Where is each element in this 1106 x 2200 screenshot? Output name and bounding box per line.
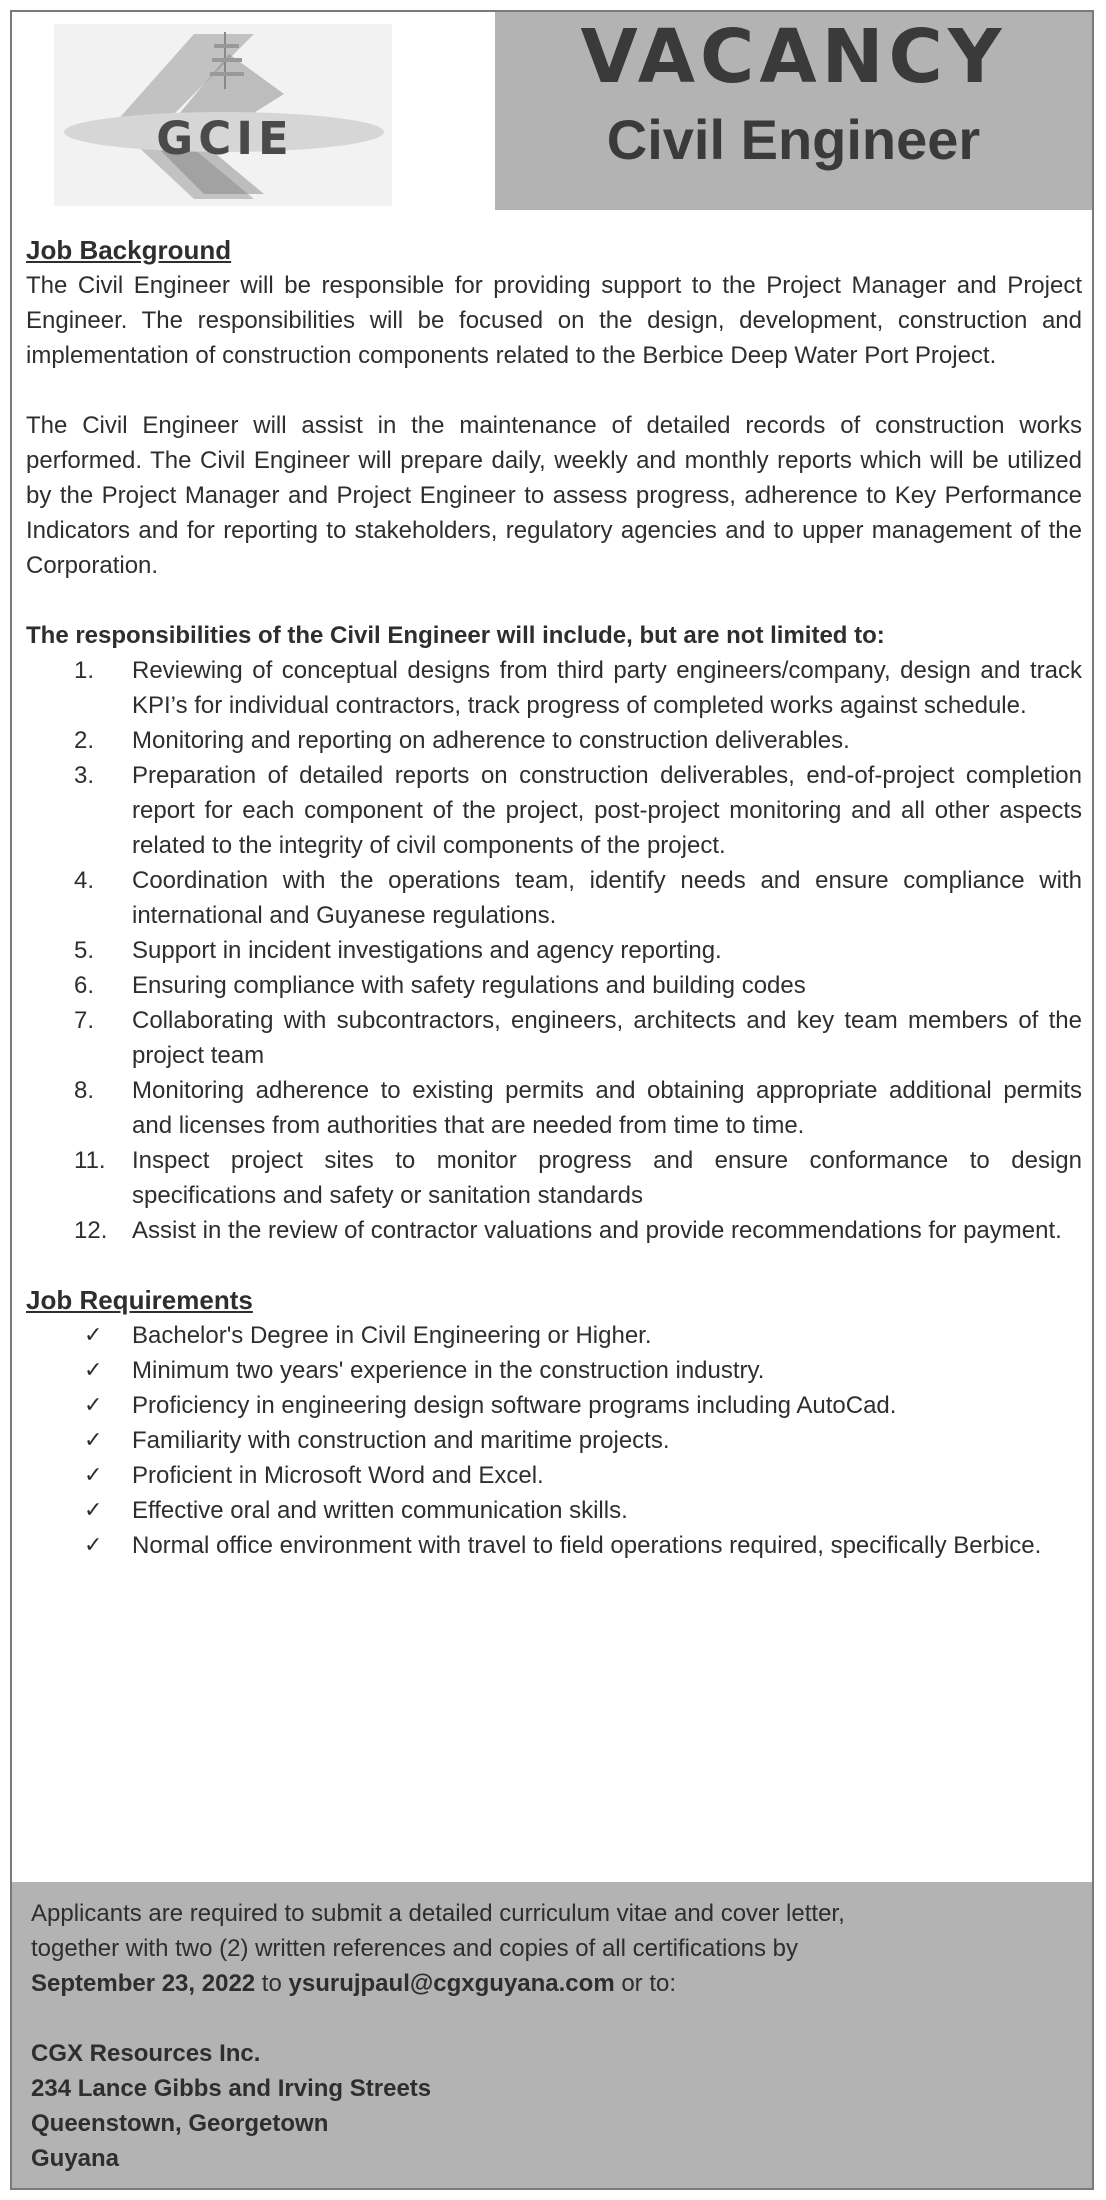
list-text: Normal office environment with travel to field operations required, specifically Berbice. xyxy=(132,1532,1042,1559)
list-item xyxy=(26,1353,1082,1388)
checkmark-icon: ✓ xyxy=(84,1323,103,1348)
list-text: Assist in the review of contractor valuations and provide recommendations for payment. xyxy=(132,1217,1062,1244)
list-number: 7. xyxy=(74,1007,95,1034)
list-item xyxy=(26,1318,1082,1353)
vacancy-notice xyxy=(10,10,1094,2190)
list-item xyxy=(26,863,1082,933)
list-text: Minimum two years' experience in the construction industry. xyxy=(132,1357,765,1384)
requirements-list xyxy=(26,1318,1082,1563)
footer-instructions-line-2: together with two (2) written references and copies of all certifications by xyxy=(31,1935,799,1962)
title-banner xyxy=(495,12,1092,210)
list-item xyxy=(26,933,1082,968)
job-background-paragraph-2: The Civil Engineer will assist in the maintenance of detailed records of construction works performed. The Civil Engineer will prepare daily, weekly and monthly reports which will be utilized by the Project Manager and Project Engineer to assess progress, adherence to Key Performance Indicators and for reporting to stakeholders, regulatory agencies and to upper management of the Corporation. xyxy=(26,412,1082,579)
list-text: Proficiency in engineering design software programs including AutoCad. xyxy=(132,1392,897,1419)
list-text: Preparation of detailed reports on construction deliverables, end-of-project completion report for each component of the project, post-project monitoring and all other aspects related to the integrity of civil components of the project. xyxy=(132,762,1082,859)
list-item xyxy=(26,1073,1082,1143)
list-item xyxy=(26,968,1082,1003)
list-text: Proficient in Microsoft Word and Excel. xyxy=(132,1462,544,1489)
address-street: 234 Lance Gibbs and Irving Streets xyxy=(31,2075,432,2102)
list-number: 8. xyxy=(74,1077,95,1104)
page-subtitle: Civil Engineer xyxy=(606,108,981,171)
list-number: 2. xyxy=(74,727,95,754)
footer-instructions-line-1: Applicants are required to submit a detailed curriculum vitae and cover letter, xyxy=(31,1900,845,1927)
list-item xyxy=(26,1493,1082,1528)
address-city: Queenstown, Georgetown xyxy=(31,2110,329,2137)
job-requirements-heading: Job Requirements xyxy=(26,1285,253,1315)
list-item xyxy=(26,723,1082,758)
checkmark-icon: ✓ xyxy=(84,1428,103,1453)
checkmark-icon: ✓ xyxy=(84,1463,103,1488)
list-text: Reviewing of conceptual designs from third party engineers/company, design and track KPI’s for individual contractors, track progress of completed works against schedule. xyxy=(132,657,1082,719)
or-to-text: or to: xyxy=(614,1970,677,1997)
page-title: VACANCY xyxy=(580,14,1007,100)
list-number: 1. xyxy=(74,657,95,684)
list-number: 5. xyxy=(74,937,95,964)
list-number: 3. xyxy=(74,762,95,789)
list-text: Coordination with the operations team, identify needs and ensure compliance with international and Guyanese regulations. xyxy=(132,867,1082,929)
logo-text: GCIE xyxy=(156,112,294,165)
list-item xyxy=(26,1528,1082,1563)
list-text: Inspect project sites to monitor progress and ensure conformance to design specifications and safety or sanitation standards xyxy=(132,1147,1082,1209)
main-content xyxy=(26,233,1082,1563)
address-country: Guyana xyxy=(31,2145,120,2172)
company-logo xyxy=(54,24,392,206)
responsibilities-heading: The responsibilities of the Civil Engineer will include, but are not limited to: xyxy=(26,622,885,649)
deadline-date: September 23, 2022 xyxy=(31,1970,256,1997)
checkmark-icon: ✓ xyxy=(84,1533,103,1558)
list-item xyxy=(26,1213,1082,1248)
list-text: Monitoring adherence to existing permits and obtaining appropriate additional permits and licenses from authorities that are needed from time to time. xyxy=(132,1077,1082,1139)
list-number: 6. xyxy=(74,972,95,999)
application-footer xyxy=(12,1882,1092,2188)
list-item xyxy=(26,1388,1082,1423)
job-background-paragraph-1: The Civil Engineer will be responsible for providing support to the Project Manager and Project Engineer. The responsibilities will be focused on the design, development, construction and implementation of construction components related to the Berbice Deep Water Port Project. xyxy=(26,272,1082,369)
list-text: Effective oral and written communication skills. xyxy=(132,1497,628,1524)
list-item xyxy=(26,1143,1082,1213)
footer-deadline-line xyxy=(31,1966,1071,2001)
list-text: Familiarity with construction and maritime projects. xyxy=(132,1427,670,1454)
job-background-heading: Job Background xyxy=(26,235,232,265)
responsibilities-list xyxy=(26,653,1082,1248)
list-text: Bachelor's Degree in Civil Engineering or Higher. xyxy=(132,1322,652,1349)
list-item xyxy=(26,1003,1082,1073)
to-word: to xyxy=(255,1970,289,1997)
contact-email-link[interactable]: ysurujpaul@cgxguyana.com xyxy=(288,1970,615,1997)
list-number: 4. xyxy=(74,867,95,894)
checkmark-icon: ✓ xyxy=(84,1358,103,1383)
list-number: 11. xyxy=(74,1147,106,1174)
list-item xyxy=(26,758,1082,863)
list-item xyxy=(26,1458,1082,1493)
checkmark-icon: ✓ xyxy=(84,1498,103,1523)
list-item xyxy=(26,1423,1082,1458)
list-text: Monitoring and reporting on adherence to construction deliverables. xyxy=(132,727,850,754)
list-number: 12. xyxy=(74,1217,108,1244)
checkmark-icon: ✓ xyxy=(84,1393,103,1418)
list-text: Support in incident investigations and agency reporting. xyxy=(132,937,722,964)
header xyxy=(12,12,1092,212)
list-text: Collaborating with subcontractors, engineers, architects and key team members of the project team xyxy=(132,1007,1082,1069)
address-company: CGX Resources Inc. xyxy=(31,2040,261,2067)
list-text: Ensuring compliance with safety regulations and building codes xyxy=(132,972,806,999)
list-item xyxy=(26,653,1082,723)
